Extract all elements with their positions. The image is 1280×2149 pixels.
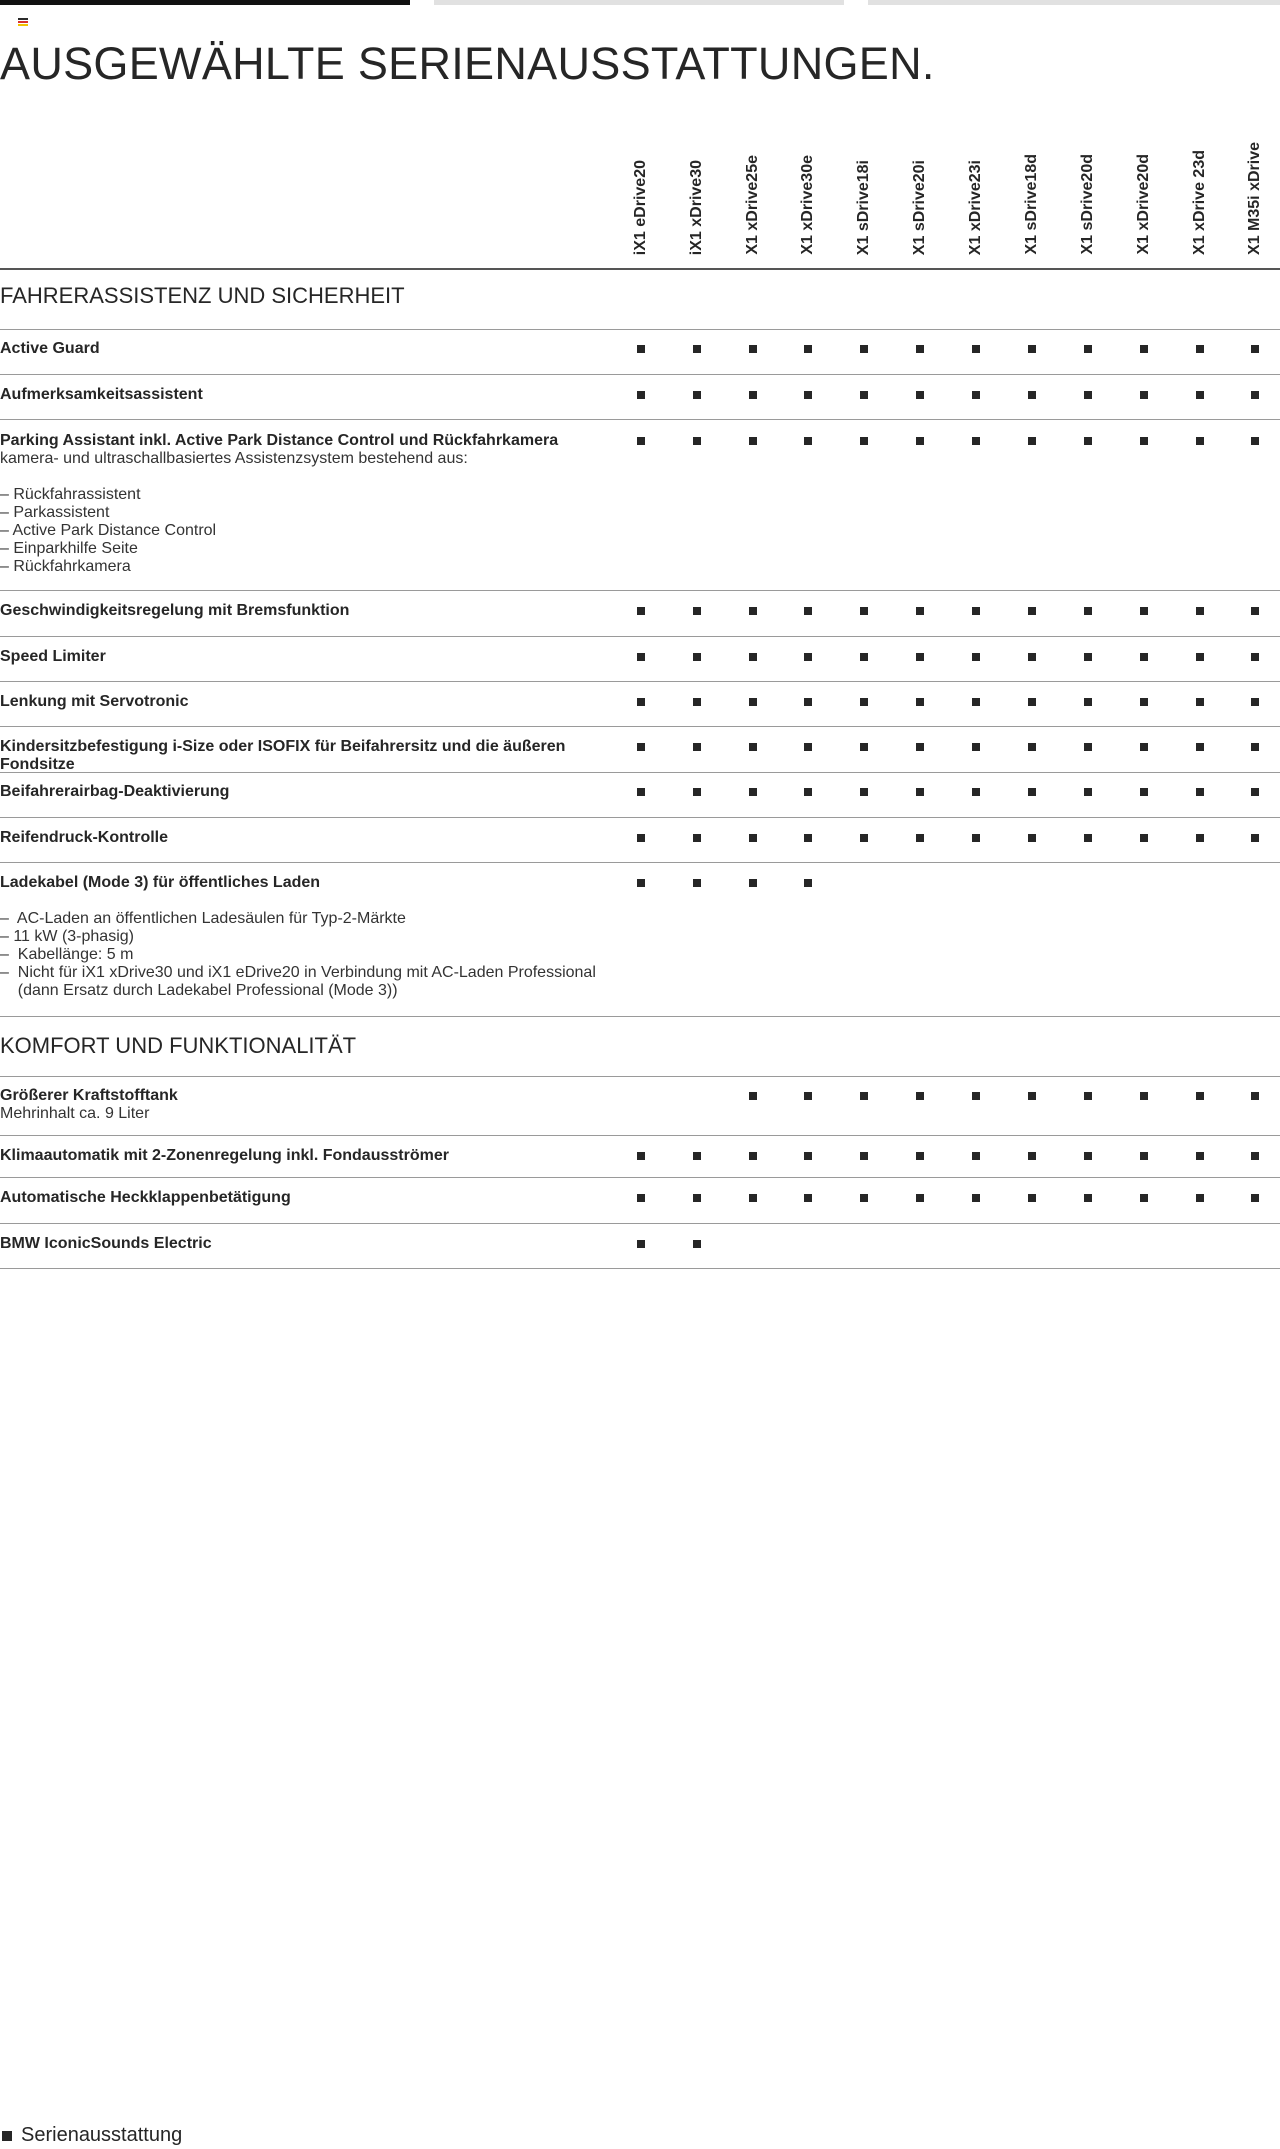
standard-equipment-mark xyxy=(1251,1152,1259,1160)
standard-equipment-mark xyxy=(1084,788,1092,796)
standard-equipment-mark xyxy=(804,391,812,399)
standard-equipment-mark xyxy=(749,1152,757,1160)
standard-equipment-mark xyxy=(693,788,701,796)
row-divider xyxy=(0,590,1280,591)
standard-equipment-mark xyxy=(749,698,757,706)
standard-equipment-mark xyxy=(1251,1092,1259,1100)
feature-row xyxy=(0,1189,630,1207)
standard-equipment-mark xyxy=(749,607,757,615)
standard-equipment-mark xyxy=(1251,834,1259,842)
standard-equipment-mark xyxy=(1028,1152,1036,1160)
column-header-model xyxy=(1004,130,1060,255)
page-progress-active xyxy=(0,0,410,5)
standard-equipment-mark xyxy=(916,345,924,353)
standard-equipment-mark xyxy=(1140,437,1148,445)
standard-equipment-mark xyxy=(860,607,868,615)
row-divider xyxy=(0,817,1280,818)
standard-equipment-mark xyxy=(860,345,868,353)
standard-equipment-mark xyxy=(693,1194,701,1202)
model-name: X1 sDrive18i xyxy=(855,159,872,255)
standard-equipment-mark xyxy=(804,834,812,842)
standard-equipment-mark xyxy=(693,834,701,842)
standard-equipment-mark xyxy=(1084,653,1092,661)
standard-equipment-mark xyxy=(916,788,924,796)
standard-equipment-square-icon xyxy=(2,2131,12,2141)
feature-row xyxy=(0,1235,630,1253)
model-name: X1 sDrive20d xyxy=(1079,154,1096,255)
standard-equipment-mark xyxy=(1028,653,1036,661)
standard-equipment-mark xyxy=(804,437,812,445)
standard-equipment-mark xyxy=(804,1092,812,1100)
header-divider xyxy=(0,268,1280,270)
standard-equipment-mark xyxy=(637,743,645,751)
standard-equipment-mark xyxy=(1084,607,1092,615)
feature-row xyxy=(0,602,630,620)
standard-equipment-mark xyxy=(972,698,980,706)
standard-equipment-mark xyxy=(916,607,924,615)
feature-row xyxy=(0,340,630,358)
standard-equipment-mark xyxy=(693,1240,701,1248)
row-divider xyxy=(0,1223,1280,1224)
feature-row xyxy=(0,693,630,711)
standard-equipment-mark xyxy=(693,879,701,887)
standard-equipment-mark xyxy=(1140,834,1148,842)
standard-equipment-mark xyxy=(1196,391,1204,399)
standard-equipment-mark xyxy=(749,788,757,796)
feature-title: Aufmerksamkeitsassistent xyxy=(0,386,203,403)
feature-title: Beifahrerairbag-Deaktivierung xyxy=(0,783,230,800)
row-divider xyxy=(0,419,1280,420)
column-header-model xyxy=(1227,130,1280,255)
standard-equipment-mark xyxy=(1084,743,1092,751)
standard-equipment-mark xyxy=(916,653,924,661)
standard-equipment-mark xyxy=(1251,345,1259,353)
column-header-model xyxy=(669,130,725,255)
standard-equipment-mark xyxy=(1251,743,1259,751)
feature-detail-item: – Active Park Distance Control xyxy=(0,522,217,539)
standard-equipment-mark xyxy=(1028,1194,1036,1202)
model-name: X1 xDrive30e xyxy=(799,155,816,255)
standard-equipment-mark xyxy=(916,1194,924,1202)
feature-title: Ladekabel (Mode 3) für öffentliches Laden xyxy=(0,874,321,891)
model-name: X1 M35i xDrive xyxy=(1246,142,1263,255)
column-header-model xyxy=(780,130,836,255)
feature-row xyxy=(0,738,630,774)
standard-equipment-mark xyxy=(804,607,812,615)
model-name: iX1 eDrive20 xyxy=(632,159,649,255)
standard-equipment-mark xyxy=(693,1152,701,1160)
model-name: X1 xDrive23i xyxy=(967,159,984,255)
standard-equipment-mark xyxy=(1084,1092,1092,1100)
feature-title: Lenkung mit Servotronic xyxy=(0,693,189,710)
standard-equipment-mark xyxy=(1251,1194,1259,1202)
feature-title: Kindersitzbefestigung i-Size oder ISOFIX für Beifahrersitz und die äußeren Fondsitze xyxy=(0,738,566,773)
page-progress-next xyxy=(434,0,844,5)
standard-equipment-mark xyxy=(637,391,645,399)
standard-equipment-mark xyxy=(1196,437,1204,445)
standard-equipment-mark xyxy=(916,698,924,706)
column-header-model xyxy=(1060,130,1116,255)
column-header-model xyxy=(892,130,948,255)
language-flag-icon[interactable] xyxy=(18,18,28,26)
standard-equipment-mark xyxy=(1028,391,1036,399)
section-divider xyxy=(0,329,1280,330)
row-divider xyxy=(0,1177,1280,1178)
column-header-model xyxy=(613,130,669,255)
standard-equipment-mark xyxy=(749,345,757,353)
standard-equipment-mark xyxy=(1251,788,1259,796)
model-name: X1 sDrive20i xyxy=(911,159,928,255)
standard-equipment-mark xyxy=(1140,391,1148,399)
section-title: KOMFORT UND FUNKTIONALITÄT xyxy=(0,1033,357,1058)
standard-equipment-mark xyxy=(860,1092,868,1100)
standard-equipment-mark xyxy=(804,788,812,796)
standard-equipment-mark xyxy=(1251,607,1259,615)
standard-equipment-mark xyxy=(1084,391,1092,399)
standard-equipment-mark xyxy=(637,834,645,842)
row-divider xyxy=(0,726,1280,727)
standard-equipment-mark xyxy=(1084,834,1092,842)
feature-detail-item: – 11 kW (3-phasig) xyxy=(0,928,134,945)
feature-title: Größerer Kraftstofftank xyxy=(0,1087,178,1104)
standard-equipment-mark xyxy=(637,788,645,796)
standard-equipment-mark xyxy=(860,437,868,445)
standard-equipment-mark xyxy=(1084,1194,1092,1202)
feature-subtitle: Mehrinhalt ca. 9 Liter xyxy=(0,1105,150,1122)
standard-equipment-mark xyxy=(1251,698,1259,706)
standard-equipment-mark xyxy=(804,698,812,706)
feature-title: Reifendruck-Kontrolle xyxy=(0,829,169,846)
standard-equipment-mark xyxy=(693,698,701,706)
standard-equipment-mark xyxy=(749,743,757,751)
standard-equipment-mark xyxy=(637,653,645,661)
standard-equipment-mark xyxy=(1028,788,1036,796)
feature-title: Parking Assistant inkl. Active Park Distance Control und Rückfahrkamera xyxy=(0,432,559,449)
standard-equipment-mark xyxy=(1140,345,1148,353)
standard-equipment-mark xyxy=(860,788,868,796)
standard-equipment-mark xyxy=(916,1092,924,1100)
feature-detail-item: – AC-Laden an öffentlichen Ladesäulen für Typ-2-Märkte xyxy=(0,910,406,927)
standard-equipment-mark xyxy=(916,437,924,445)
row-divider xyxy=(0,374,1280,375)
standard-equipment-mark xyxy=(637,879,645,887)
feature-detail-item: – Rückfahrassistent xyxy=(0,486,141,503)
standard-equipment-mark xyxy=(860,834,868,842)
standard-equipment-mark xyxy=(804,345,812,353)
feature-row xyxy=(0,1147,630,1165)
row-divider xyxy=(0,1268,1280,1269)
standard-equipment-mark xyxy=(860,1152,868,1160)
feature-row xyxy=(0,648,630,666)
page-title: AUSGEWÄHLTE SERIENAUSSTATTUNGEN. xyxy=(0,38,935,89)
standard-equipment-mark xyxy=(916,743,924,751)
feature-title: BMW IconicSounds Electric xyxy=(0,1235,212,1252)
standard-equipment-mark xyxy=(1140,788,1148,796)
row-divider xyxy=(0,772,1280,773)
feature-row xyxy=(0,386,630,404)
standard-equipment-mark xyxy=(1028,834,1036,842)
standard-equipment-mark xyxy=(972,607,980,615)
column-header-model xyxy=(836,130,892,255)
standard-equipment-mark xyxy=(972,391,980,399)
standard-equipment-mark xyxy=(1084,437,1092,445)
standard-equipment-mark xyxy=(972,834,980,842)
standard-equipment-mark xyxy=(1196,653,1204,661)
standard-equipment-mark xyxy=(860,743,868,751)
standard-equipment-mark xyxy=(1028,607,1036,615)
column-header-model xyxy=(1172,130,1228,255)
legend-label: Serienausstattung xyxy=(21,2124,183,2146)
standard-equipment-mark xyxy=(804,879,812,887)
standard-equipment-mark xyxy=(637,345,645,353)
standard-equipment-mark xyxy=(637,607,645,615)
standard-equipment-mark xyxy=(1196,607,1204,615)
standard-equipment-mark xyxy=(916,1152,924,1160)
feature-detail-item: (dann Ersatz durch Ladekabel Professional (Mode 3)) xyxy=(0,982,398,999)
column-header-model xyxy=(1116,130,1172,255)
feature-subtitle: kamera- und ultraschallbasiertes Assistenzsystem bestehend aus: xyxy=(0,450,468,467)
section-title: FAHRERASSISTENZ UND SICHERHEIT xyxy=(0,283,405,308)
model-name: X1 xDrive20d xyxy=(1135,154,1152,255)
standard-equipment-mark xyxy=(749,1092,757,1100)
standard-equipment-mark xyxy=(972,1194,980,1202)
standard-equipment-mark xyxy=(972,1092,980,1100)
feature-row xyxy=(0,783,630,801)
standard-equipment-mark xyxy=(916,391,924,399)
standard-equipment-mark xyxy=(1028,437,1036,445)
standard-equipment-mark xyxy=(1084,698,1092,706)
row-divider xyxy=(0,681,1280,682)
standard-equipment-mark xyxy=(1196,788,1204,796)
feature-detail-item: – Nicht für iX1 xDrive30 und iX1 eDrive20 in Verbindung mit AC-Laden Professional xyxy=(0,964,596,981)
standard-equipment-mark xyxy=(1196,1092,1204,1100)
standard-equipment-mark xyxy=(1196,1194,1204,1202)
standard-equipment-mark xyxy=(693,391,701,399)
standard-equipment-mark xyxy=(972,653,980,661)
standard-equipment-mark xyxy=(1084,1152,1092,1160)
feature-detail-item: – Kabellänge: 5 m xyxy=(0,946,134,963)
standard-equipment-mark xyxy=(1196,698,1204,706)
standard-equipment-mark xyxy=(1140,1092,1148,1100)
standard-equipment-mark xyxy=(804,653,812,661)
standard-equipment-mark xyxy=(1196,345,1204,353)
feature-title: Geschwindigkeitsregelung mit Bremsfunktion xyxy=(0,602,350,619)
model-name: X1 xDrive 23d xyxy=(1191,150,1208,255)
standard-equipment-mark xyxy=(637,437,645,445)
feature-detail-item: – Einparkhilfe Seite xyxy=(0,540,138,557)
standard-equipment-mark xyxy=(1196,1152,1204,1160)
standard-equipment-mark xyxy=(693,743,701,751)
standard-equipment-mark xyxy=(749,437,757,445)
row-divider xyxy=(0,862,1280,863)
standard-equipment-mark xyxy=(972,1152,980,1160)
standard-equipment-mark xyxy=(1251,437,1259,445)
feature-title: Automatische Heckklappenbetätigung xyxy=(0,1189,291,1206)
legend xyxy=(2,2124,182,2147)
standard-equipment-mark xyxy=(1196,743,1204,751)
standard-equipment-mark xyxy=(804,1194,812,1202)
feature-row xyxy=(0,874,630,1000)
standard-equipment-mark xyxy=(1028,345,1036,353)
standard-equipment-mark xyxy=(1028,698,1036,706)
standard-equipment-mark xyxy=(1084,345,1092,353)
standard-equipment-mark xyxy=(749,879,757,887)
standard-equipment-mark xyxy=(1028,743,1036,751)
standard-equipment-mark xyxy=(749,653,757,661)
column-header-model xyxy=(948,130,1004,255)
standard-equipment-mark xyxy=(860,1194,868,1202)
feature-row xyxy=(0,1087,630,1123)
standard-equipment-mark xyxy=(1028,1092,1036,1100)
model-name: X1 xDrive25e xyxy=(744,155,761,255)
standard-equipment-mark xyxy=(693,653,701,661)
feature-title: Active Guard xyxy=(0,340,100,357)
standard-equipment-mark xyxy=(693,437,701,445)
standard-equipment-mark xyxy=(916,834,924,842)
standard-equipment-mark xyxy=(1140,1152,1148,1160)
standard-equipment-mark xyxy=(637,1240,645,1248)
standard-equipment-mark xyxy=(972,743,980,751)
standard-equipment-mark xyxy=(1140,698,1148,706)
model-name: iX1 xDrive30 xyxy=(688,159,705,255)
standard-equipment-mark xyxy=(804,1152,812,1160)
standard-equipment-mark xyxy=(1251,653,1259,661)
standard-equipment-mark xyxy=(804,743,812,751)
model-name: X1 sDrive18d xyxy=(1023,154,1040,255)
row-divider xyxy=(0,636,1280,637)
standard-equipment-mark xyxy=(749,391,757,399)
feature-title: Speed Limiter xyxy=(0,648,106,665)
standard-equipment-mark xyxy=(860,391,868,399)
standard-equipment-mark xyxy=(1140,743,1148,751)
standard-equipment-mark xyxy=(1140,607,1148,615)
standard-equipment-mark xyxy=(749,1194,757,1202)
standard-equipment-mark xyxy=(693,345,701,353)
row-divider xyxy=(0,1135,1280,1136)
standard-equipment-mark xyxy=(637,1194,645,1202)
standard-equipment-mark xyxy=(860,653,868,661)
feature-detail-item: – Rückfahrkamera xyxy=(0,558,131,575)
standard-equipment-mark xyxy=(972,437,980,445)
feature-row xyxy=(0,432,630,576)
standard-equipment-mark xyxy=(693,607,701,615)
row-divider xyxy=(0,1016,1280,1017)
page-progress-last xyxy=(868,0,1280,5)
standard-equipment-mark xyxy=(1251,391,1259,399)
feature-row xyxy=(0,829,630,847)
standard-equipment-mark xyxy=(972,345,980,353)
standard-equipment-mark xyxy=(1140,653,1148,661)
standard-equipment-mark xyxy=(637,698,645,706)
feature-title: Klimaautomatik mit 2-Zonenregelung inkl. Fondausströmer xyxy=(0,1147,449,1164)
standard-equipment-mark xyxy=(1196,834,1204,842)
feature-detail-item: – Parkassistent xyxy=(0,504,110,521)
standard-equipment-mark xyxy=(637,1152,645,1160)
column-header-model xyxy=(725,130,781,255)
section-divider xyxy=(0,1076,1280,1077)
standard-equipment-mark xyxy=(860,698,868,706)
standard-equipment-mark xyxy=(749,834,757,842)
standard-equipment-mark xyxy=(972,788,980,796)
standard-equipment-mark xyxy=(1140,1194,1148,1202)
